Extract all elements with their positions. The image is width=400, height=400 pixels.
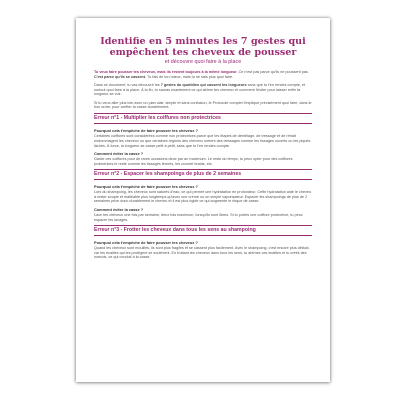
section-answer: Garde ces coiffures pour de rares occasions deux par an maximum. Le reste du temps, tu peux opter pour des coiffures protectrices le reste comme les tissages fermés, les crochet braids, etc. xyxy=(94,156,293,166)
intro-bold-text: 7 gestes du quotidien qui cassent tes longueurs xyxy=(160,82,247,87)
section-answer: Lors du shampoing, les cheveux sont saturés d'eau, ce qui permet une hydratation en profondeur. Cette hydratation aide le cheveu à rester souple et malléable plus longtemps qu'avec une crème ou un simple vaporisateur. Espacer les shampoings de plus de 2 semaines prive donc durablement le cheveu et il est plus rigide ce qui augmente le risque de casse. xyxy=(94,189,312,204)
intro-paragraph-3: Si tu veux aller plus loin avec un plan clair, simple et sans confusion, le Protocole complet t'explique précisément quoi faire, dans le bon ordre, pour arrêter la casse durablement. xyxy=(94,100,312,110)
intro-paragraph-1 xyxy=(94,70,312,80)
intro-lead-highlight: Tu veux faire pousser tes cheveux, mais ils restent toujours à la même longueur. xyxy=(94,70,238,74)
intro-paragraph-2 xyxy=(94,83,312,97)
intro-text: Dans ce document, tu vas découvrir les xyxy=(94,82,161,87)
section-question: Pourquoi cela t'empêche de faire pousser tes cheveux ? xyxy=(94,184,198,190)
section-answer: Certaines coiffures sont considérées comme non protectrices parce que les étapes de démêlage, de tressage et de retrait endommagent les cheveux ou que certaines régions des cheveux sortent des tressages comme les tissages ouverts ou les piqués lâchés. À force, la longueur se casse petit à petit, sans que tu t'en rendes compte. xyxy=(94,134,311,148)
section-answer: Lave tes cheveux une fois par semaine, deux fois maximum, lorsqu'ils sont libres. Si tu portes une coiffure protectrice, tu peux espacer les lavages. xyxy=(94,212,303,222)
section-heading-erreur-3: Erreur n°3 - Frotter les cheveux dans tous les sens au shampoing xyxy=(94,225,312,236)
document-title: Identifie en 5 minutes les 7 gestes qui empêchent tes cheveux de pousser xyxy=(100,36,306,58)
intro-text: sans que tu t'en rendes compte, et surtout quoi faire à la place. À la fin, tu sauras exactement ce qui abîme tes cheveux et comment l'éviter pour laisser enfin ta longueur se voir. xyxy=(94,82,306,97)
document-page xyxy=(76,18,330,382)
section-question: Comment éviter la casse ? xyxy=(94,151,144,157)
document-subtitle: et découvre quoi faire à la place xyxy=(164,59,242,65)
section-heading-erreur-2: Erreur n°2 - Espacer les shampoings de plus de 2 semaines xyxy=(94,169,312,180)
intro-bold-text: C'est parce qu'ils se cassent. xyxy=(94,74,147,79)
intro-text: Ce n'est pas parce qu'ils ne poussent pas. xyxy=(237,70,309,74)
section-question: Pourquoi cela t'empêche de faire pousser tes cheveux ? xyxy=(94,128,198,134)
intro-text: Tu fais de ton mieux, mais tu ne sais plus quoi faire. xyxy=(146,74,234,79)
section-answer: Quand les cheveux sont mouillés, ils sont plus fragiles et se cassent plus facilement. Avec le shampoing, c'est encore plus délicat, car les écailles qui les protègent se soulèvent. En frottant tes cheveux dans tous les sens, tu abîmes ces écailles et tu créés des noeuds, ce qui conduit à la casse. xyxy=(94,245,310,260)
section-heading-erreur-1: Erreur n°1 - Multiplier les coiffures non protectrices xyxy=(94,113,312,124)
section-question: Pourquoi cela t'empêche de faire pousser tes cheveux ? xyxy=(94,240,198,246)
section-question: Comment éviter la casse ? xyxy=(94,207,144,213)
